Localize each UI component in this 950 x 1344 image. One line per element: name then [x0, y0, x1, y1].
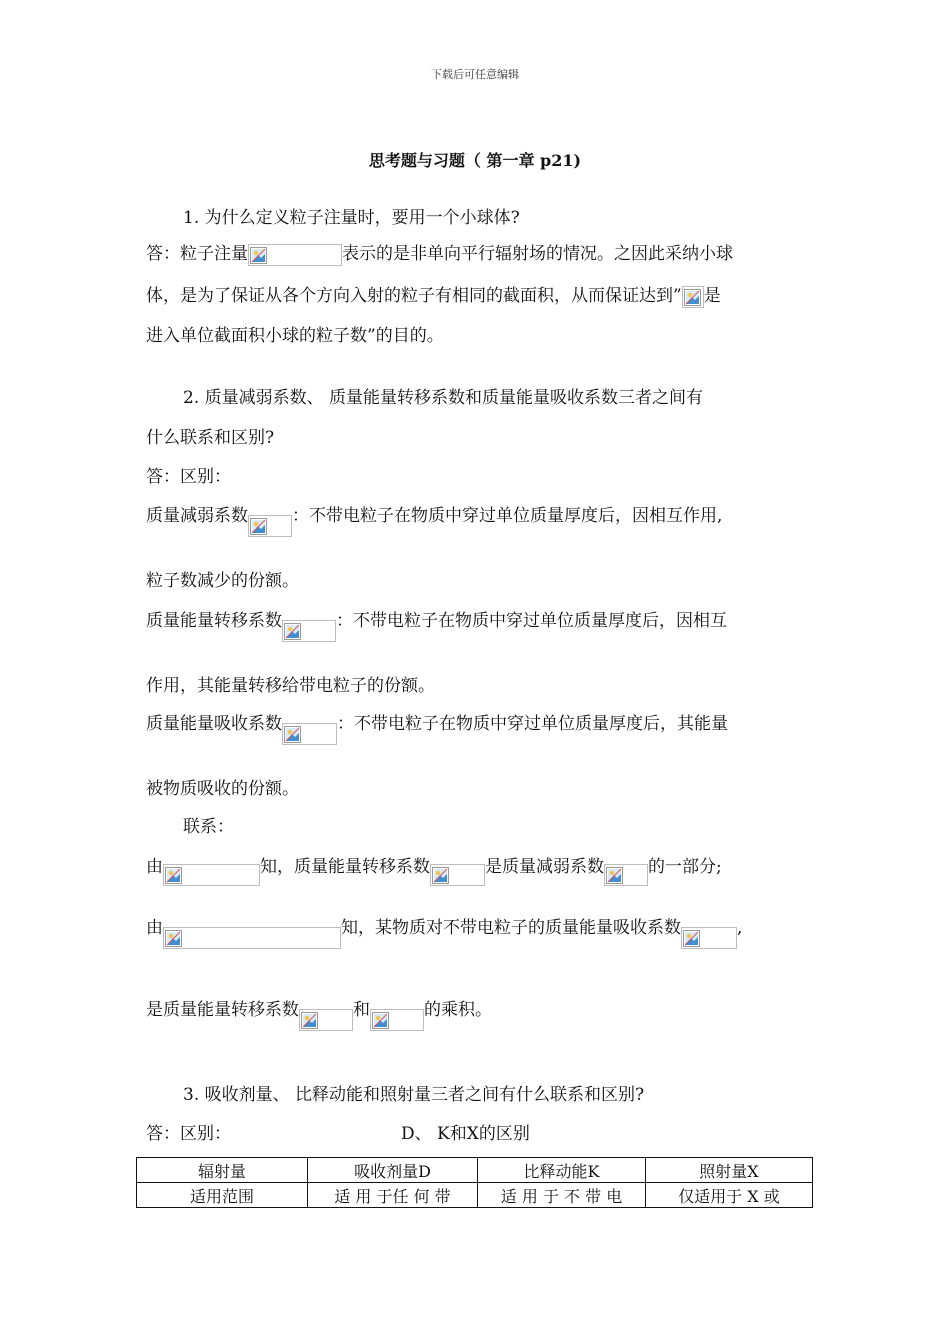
relation-text: 知，质量能量转移系数 [260, 857, 430, 877]
comparison-table [136, 1157, 813, 1208]
answer-1-line-2 [146, 283, 721, 309]
answer-1-line-3: 进入单位截面积小球的粒子数”的目的。 [146, 326, 444, 346]
broken-image-icon [372, 1012, 389, 1029]
formula-image [163, 864, 260, 886]
table-cell: 适 用 于 不 带 电 [478, 1183, 646, 1208]
relation-label: 联系： [183, 817, 234, 837]
broken-image-icon [606, 867, 623, 884]
relation-text: 由 [146, 857, 163, 877]
relation-line-2 [146, 915, 742, 941]
relation-text: 的一部分; [648, 857, 722, 877]
relation-text: , [737, 918, 743, 938]
broken-image-icon [165, 930, 182, 947]
broken-image-icon [301, 1012, 318, 1029]
term-label: 质量减弱系数 [146, 506, 248, 526]
broken-image-icon [284, 726, 301, 743]
page-header: 下载后可任意编辑 [431, 68, 519, 81]
answer-text: 体，是为了保证从各个方向入射的粒子有相同的截面积，从而保证达到” [146, 286, 682, 306]
answer-1-line-1 [146, 241, 733, 267]
table-header: 吸收剂量D [308, 1158, 478, 1183]
table-cell: 适 用 于任 何 带 [308, 1183, 478, 1208]
relation-line-3 [146, 997, 492, 1023]
answer-2-energy-absorption [146, 711, 728, 737]
relation-text: 和 [353, 1000, 370, 1020]
answer-text: 是 [703, 286, 721, 306]
answer-2-energy-transfer-cont: 作用，其能量转移给带电粒子的份额。 [146, 676, 435, 696]
formula-image [248, 515, 292, 537]
answer-text: 答：粒子注量 [146, 244, 248, 264]
answer-2-energy-absorption-cont: 被物质吸收的份额。 [146, 779, 299, 799]
table-cell: 适用范围 [137, 1183, 308, 1208]
broken-image-icon [284, 623, 301, 640]
relation-text: 由 [146, 918, 163, 938]
answer-2-mass-attenuation [146, 503, 722, 529]
relation-text: 知，某物质对不带电粒子的质量能量吸收系数 [341, 918, 681, 938]
formula-image [370, 1009, 424, 1031]
table-header: 照射量X [646, 1158, 813, 1183]
answer-3-label: 答：区别： [146, 1124, 231, 1144]
table-caption: D、 K和X的区别 [401, 1124, 530, 1144]
definition-text: ：不带电粒子在物质中穿过单位质量厚度后，因相互 [336, 611, 727, 631]
broken-image-icon [250, 518, 267, 535]
table-header: 辐射量 [137, 1158, 308, 1183]
page-title: 思考题与习题（ 第一章 p21) [368, 151, 582, 170]
formula-image [248, 244, 342, 266]
answer-2-mass-attenuation-cont: 粒子数减少的份额。 [146, 571, 299, 591]
broken-image-icon [684, 289, 701, 306]
formula-image [681, 927, 737, 949]
answer-2-label: 答：区别： [146, 467, 231, 487]
relation-text: 是质量减弱系数 [485, 857, 604, 877]
broken-image-icon [250, 247, 267, 264]
formula-image [604, 864, 648, 886]
relation-text: 是质量能量转移系数 [146, 1000, 299, 1020]
table-row [137, 1183, 813, 1208]
formula-image [430, 864, 485, 886]
table-header: 比释动能K [478, 1158, 646, 1183]
broken-image-icon [165, 867, 182, 884]
formula-image [282, 620, 336, 642]
term-label: 质量能量转移系数 [146, 611, 282, 631]
table-header-row [137, 1158, 813, 1183]
definition-text: ：不带电粒子在物质中穿过单位质量厚度后，其能量 [337, 714, 728, 734]
relation-line-1 [146, 854, 722, 880]
question-2: 2. 质量减弱系数、 质量能量转移系数和质量能量吸收系数三者之间有 [183, 388, 704, 408]
formula-image [299, 1009, 353, 1031]
question-3: 3. 吸收剂量、 比释动能和照射量三者之间有什么联系和区别? [183, 1085, 645, 1105]
question-1: 1. 为什么定义粒子注量时，要用一个小球体? [183, 208, 520, 228]
relation-text: 的乘积。 [424, 1000, 492, 1020]
question-2-cont: 什么联系和区别? [146, 428, 275, 448]
definition-text: ：不带电粒子在物质中穿过单位质量厚度后，因相互作用, [292, 506, 723, 526]
term-label: 质量能量吸收系数 [146, 714, 282, 734]
broken-image-icon [432, 867, 449, 884]
answer-text: 表示的是非单向平行辐射场的情况。之因此采纳小球 [342, 244, 733, 264]
formula-image [282, 723, 337, 745]
broken-image-icon [683, 930, 700, 947]
formula-image [163, 927, 341, 949]
table-cell: 仅适用于 X 或 [646, 1183, 813, 1208]
formula-image [682, 286, 704, 308]
answer-2-energy-transfer [146, 608, 727, 634]
